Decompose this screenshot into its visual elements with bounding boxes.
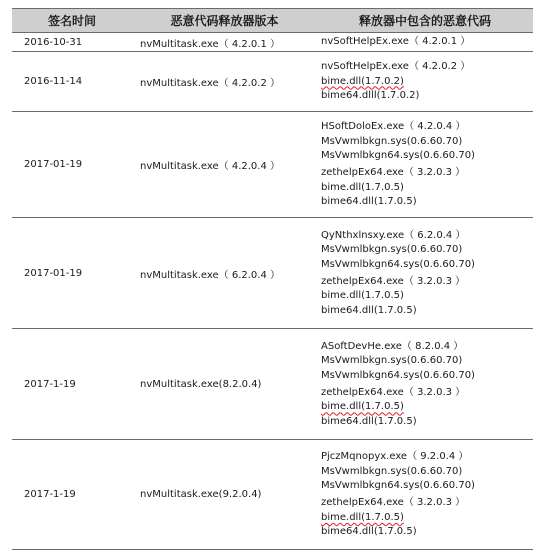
header-dropper-version: 恶意代码释放器版本 — [132, 9, 317, 33]
dropper-version-cell: nvMultitask.exe（ 4.2.0.4 ） — [132, 112, 317, 218]
table-row — [12, 440, 533, 550]
malware-file-item: bime64.dll(1.7.0.5) — [321, 526, 417, 538]
contained-files-cell — [317, 440, 533, 550]
dropper-version-cell: nvMultitask.exe（ 4.2.0.1 ） — [132, 33, 317, 52]
malware-file-item: bime64.dll(1.7.0.5) — [321, 196, 417, 208]
table-row — [12, 52, 533, 112]
malware-file-item: zethelpEx64.exe（ 3.2.0.3 ） — [321, 386, 466, 398]
malware-file-item: MsVwmlbkgn.sys(0.6.60.70) — [321, 355, 463, 367]
contained-files-cell — [317, 52, 533, 112]
malware-file-item: bime.dll(1.7.0.5) — [321, 401, 404, 413]
malware-file-item: MsVwmlbkgn64.sys(0.6.60.70) — [321, 480, 475, 491]
sign-date-cell: 2017-1-19 — [12, 329, 132, 440]
sign-date-cell: 2017-01-19 — [12, 112, 132, 218]
dropper-version-cell: nvMultitask.exe（ 6.2.0.4 ） — [132, 218, 317, 329]
sign-date-cell: 2017-01-19 — [12, 218, 132, 329]
malware-file-item: bime.dll(1.7.0.5) — [321, 290, 404, 302]
malware-file-item: PjczMqnopyx.exe（ 9.2.0.4 ） — [321, 451, 469, 463]
dropper-version-cell: nvMultitask.exe（ 4.2.0.2 ） — [132, 52, 317, 112]
malware-file-item: MsVwmlbkgn.sys(0.6.60.70) — [321, 135, 463, 147]
header-sign-time: 签名时间 — [12, 9, 132, 33]
contained-files-cell — [317, 329, 533, 440]
table-row — [12, 33, 533, 52]
header-contained-malware: 释放器中包含的恶意代码 — [317, 9, 533, 33]
malware-file-item: zethelpEx64.exe（ 3.2.0.3 ） — [321, 275, 466, 287]
sign-date-cell: 2016-11-14 — [12, 52, 132, 112]
malware-file-item: nvSoftHelpEx.exe（ 4.2.0.1 ） — [321, 36, 471, 47]
malware-file-item: bime64.dll(1.7.0.5) — [321, 415, 417, 427]
malware-file-item: bime64.dll(1.7.0.5) — [321, 304, 417, 316]
sign-date-cell: 2017-1-19 — [12, 440, 132, 550]
malware-file-item: bime64.dlll(1.7.0.2) — [321, 90, 420, 102]
malware-file-item: bime.dll(1.7.0.5) — [321, 181, 404, 193]
dropper-version-cell: nvMultitask.exe(8.2.0.4) — [132, 329, 317, 440]
malware-file-item: HSoftDoloEx.exe（ 4.2.0.4 ） — [321, 121, 466, 133]
malware-file-item: MsVwmlbkgn64.sys(0.6.60.70) — [321, 258, 475, 270]
contained-files-cell — [317, 112, 533, 218]
dropper-version-cell: nvMultitask.exe(9.2.0.4) — [132, 440, 317, 550]
contained-files-cell — [317, 218, 533, 329]
malware-dropper-table — [12, 8, 533, 550]
sign-date-cell: 2016-10-31 — [12, 33, 132, 52]
table-header-row — [12, 9, 533, 33]
malware-file-item: ASoftDevHe.exe（ 8.2.0.4 ） — [321, 340, 464, 352]
malware-file-item: MsVwmlbkgn.sys(0.6.60.70) — [321, 244, 463, 256]
malware-file-item: bime.dll(1.7.0.2) — [321, 75, 404, 87]
malware-file-item: MsVwmlbkgn.sys(0.6.60.70) — [321, 465, 463, 477]
table-row — [12, 112, 533, 218]
table-body — [12, 33, 533, 550]
malware-file-item: QyNthxlnsxy.exe（ 6.2.0.4 ） — [321, 229, 466, 241]
malware-file-item: nvSoftHelpEx.exe（ 4.2.0.2 ） — [321, 61, 471, 73]
table-row — [12, 218, 533, 329]
malware-file-item: zethelpEx64.exe（ 3.2.0.3 ） — [321, 167, 466, 179]
malware-file-item: MsVwmlbkgn64.sys(0.6.60.70) — [321, 369, 475, 381]
contained-files-cell — [317, 33, 533, 52]
malware-file-item: MsVwmlbkgn64.sys(0.6.60.70) — [321, 150, 475, 161]
malware-file-item: zethelpEx64.exe（ 3.2.0.3 ） — [321, 497, 466, 509]
table-row — [12, 329, 533, 440]
malware-file-item: bime.dll(1.7.0.5) — [321, 511, 404, 523]
